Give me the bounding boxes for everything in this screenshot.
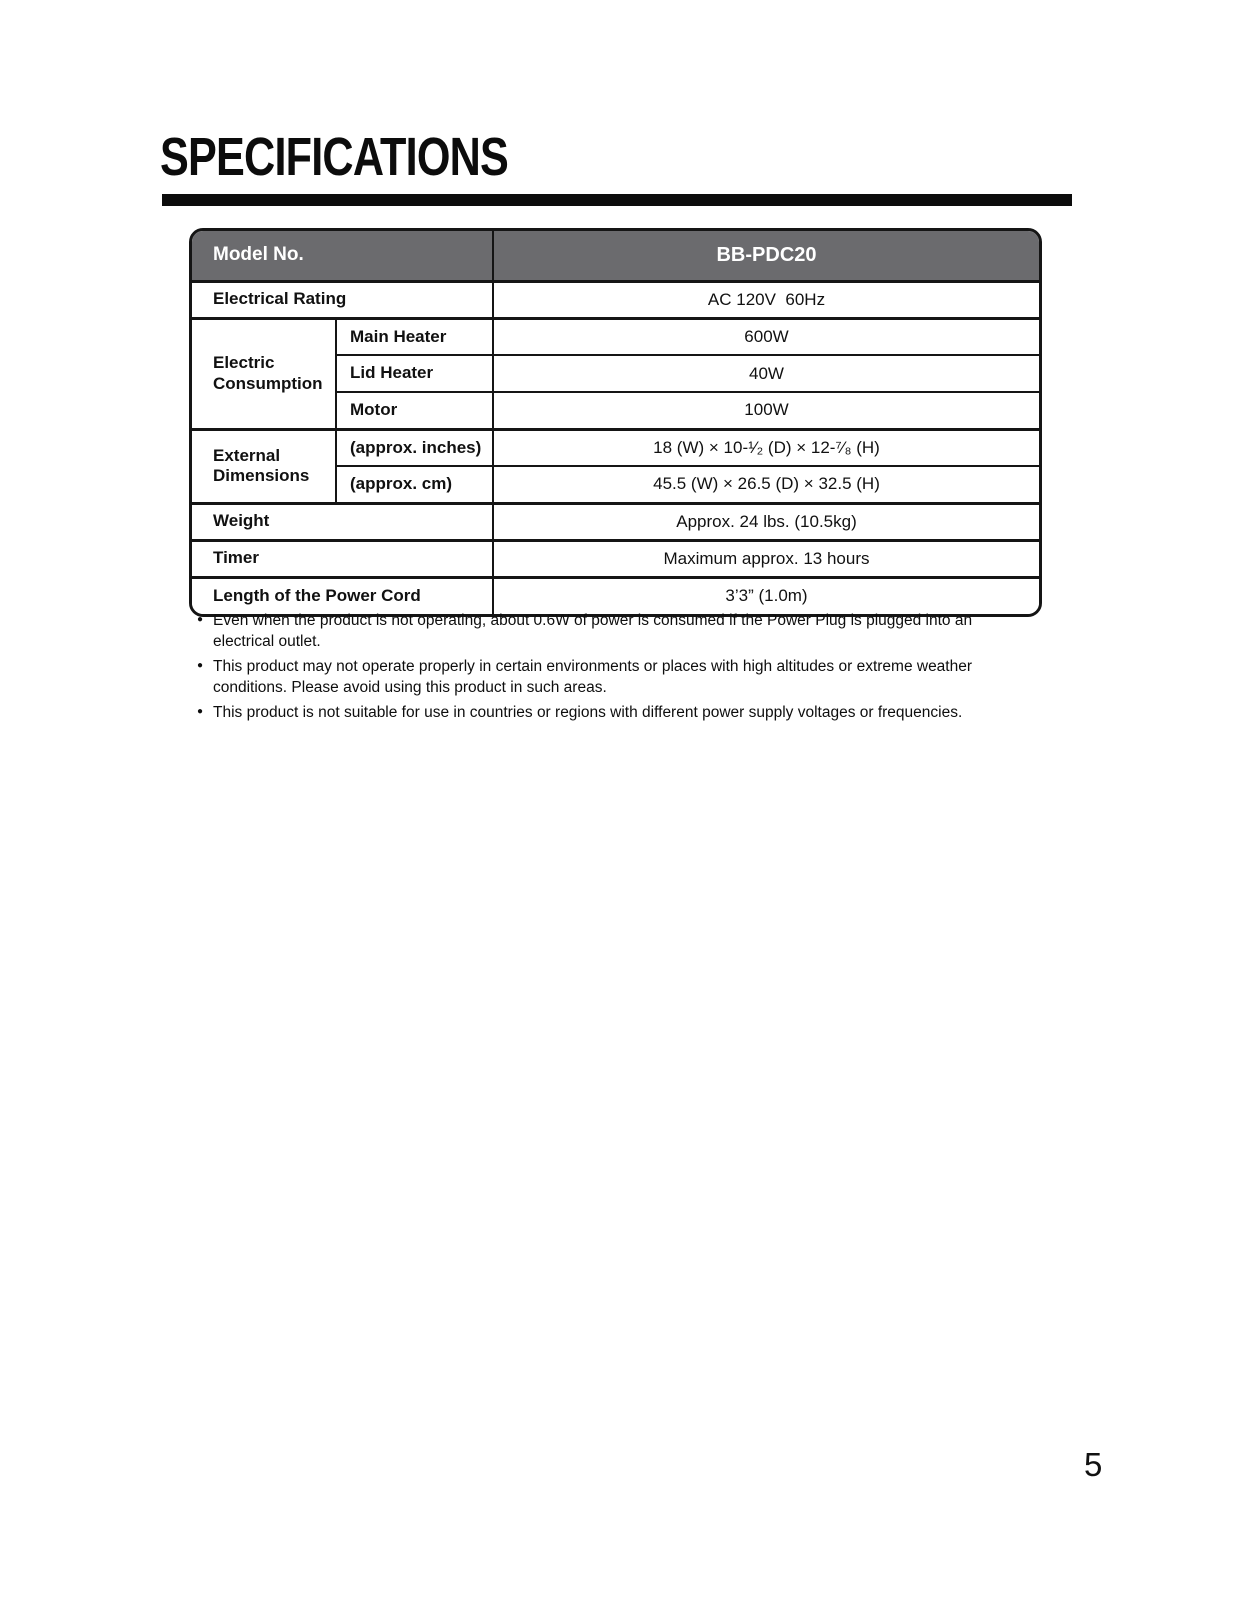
note-item: ● This product may not operate properly in certain environments or places with high altitudes or extreme weather conditions. Please avoid using this product in such areas. [197, 656, 977, 698]
electrical-rating-label: Electrical Rating [192, 281, 493, 318]
electric-consumption-main-heater-row [192, 318, 1039, 355]
lid-heater-label: Lid Heater [336, 355, 493, 392]
model-no-header-value: BB-PDC20 [493, 231, 1039, 281]
approx-inches-value: 18 (W) × 10-¹⁄₂ (D) × 12-⁷⁄₈ (H) [493, 429, 1039, 466]
approx-cm-label: (approx. cm) [336, 466, 493, 503]
electrical-rating-value: AC 120V 60Hz [493, 281, 1039, 318]
page-title: SPECIFICATIONS [160, 127, 509, 187]
note-item: ● Even when the product is not operating, about 0.6W of power is consumed if the Power Plug is plugged into an electrical outlet. [197, 610, 977, 652]
main-heater-value: 600W [493, 318, 1039, 355]
external-dimensions-inches-row [192, 429, 1039, 466]
power-cord-row [192, 577, 1039, 614]
table-header-row [192, 231, 1039, 281]
timer-label: Timer [192, 540, 493, 577]
approx-cm-value: 45.5 (W) × 26.5 (D) × 32.5 (H) [493, 466, 1039, 503]
specifications-table [189, 228, 1042, 617]
weight-label: Weight [192, 503, 493, 540]
approx-inches-label: (approx. inches) [336, 429, 493, 466]
electrical-rating-row [192, 281, 1039, 318]
notes-list [197, 610, 977, 727]
weight-value: Approx. 24 lbs. (10.5kg) [493, 503, 1039, 540]
timer-row [192, 540, 1039, 577]
timer-value: Maximum approx. 13 hours [493, 540, 1039, 577]
motor-label: Motor [336, 392, 493, 429]
title-rule [162, 194, 1072, 206]
external-dimensions-label: External Dimensions [192, 429, 336, 503]
model-no-header-label: Model No. [192, 231, 493, 281]
lid-heater-value: 40W [493, 355, 1039, 392]
spec-table [192, 231, 1039, 614]
main-heater-label: Main Heater [336, 318, 493, 355]
note-item: ● This product is not suitable for use in countries or regions with different power supply voltages or frequencies. [197, 702, 977, 723]
motor-value: 100W [493, 392, 1039, 429]
weight-row [192, 503, 1039, 540]
electric-consumption-label: Electric Consumption [192, 318, 336, 429]
power-cord-label: Length of the Power Cord [192, 577, 493, 614]
page-number: 5 [1084, 1446, 1103, 1483]
power-cord-value: 3’3” (1.0m) [493, 577, 1039, 614]
